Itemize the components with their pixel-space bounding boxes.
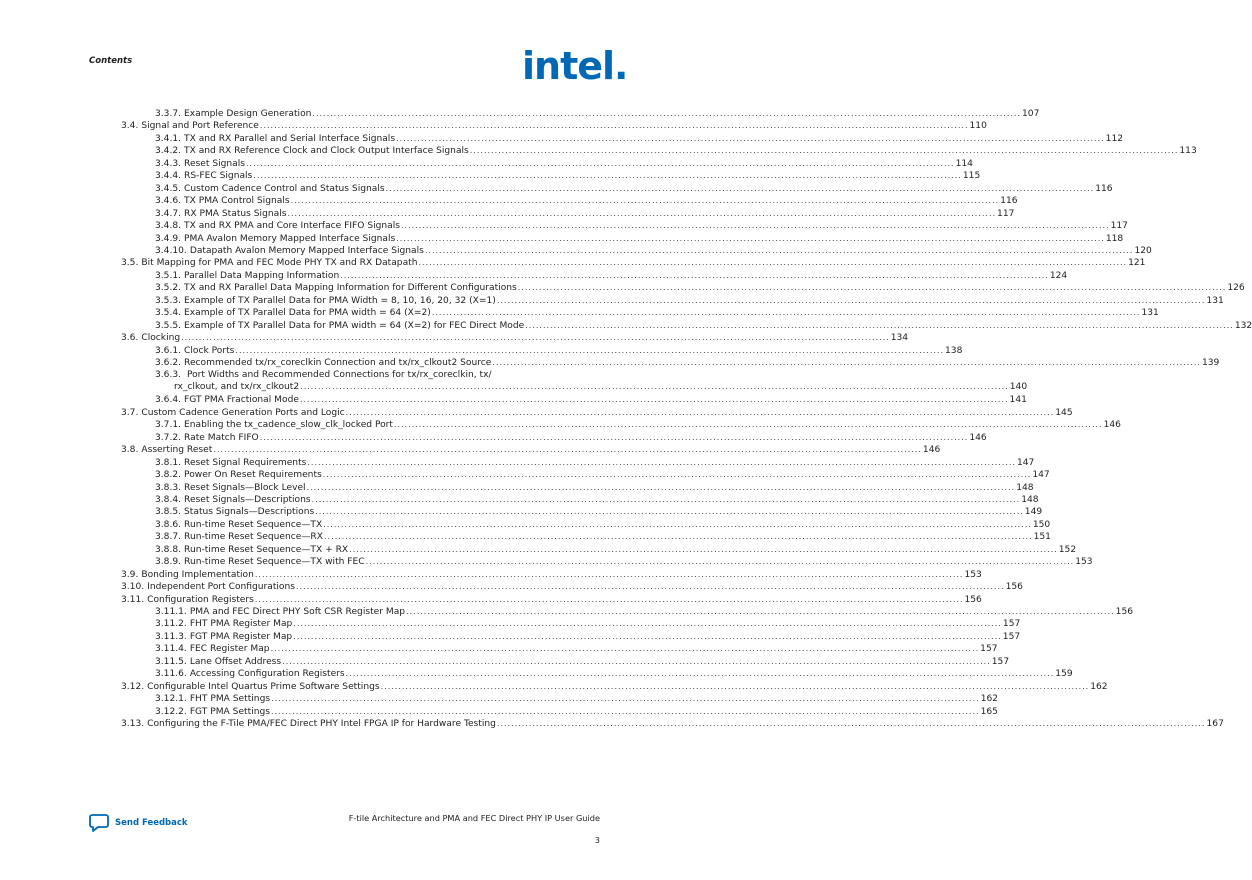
- toc-entry-title: FHT PMA Settings: [189, 694, 271, 705]
- toc-entry-title: PMA Avalon Memory Mapped Interface Signals: [184, 233, 396, 244]
- toc-entry-page: 157: [991, 656, 1010, 667]
- toc-entry-number: 3.4.9.: [155, 233, 182, 244]
- toc-entry[interactable]: [155, 208, 1015, 220]
- page-number: 3: [594, 835, 600, 845]
- toc-entry-number: 3.4.: [121, 121, 139, 132]
- toc-entry[interactable]: [121, 444, 941, 456]
- toc-entry-title: RS-FEC Signals: [184, 171, 253, 182]
- toc-entry-number: 3.11.2.: [155, 619, 187, 630]
- toc-dot-leader: ........................................................................................................................................................................................................: [287, 208, 997, 218]
- toc-dot-leader: ........................................................................................................................................................................................................: [259, 121, 969, 131]
- toc-entry-title: Bit Mapping for PMA and FEC Mode PHY TX and RX Datapath: [141, 258, 418, 269]
- toc-entry-number: 3.5.: [121, 258, 139, 269]
- toc-entry-title: Configurable Intel Quartus Prime Software Settings: [147, 681, 380, 692]
- toc-entry-number: 3.8.3.: [155, 482, 182, 493]
- toc-entry-title: Reset Signal Requirements: [184, 457, 307, 468]
- toc-dot-leader: ........................................................................................................................................................................................................: [406, 607, 1115, 616]
- toc-entry-number: 3.8.: [121, 445, 139, 456]
- toc-entry-page: 153: [964, 569, 982, 580]
- toc-entry[interactable]: [155, 643, 998, 655]
- toc-dot-leader: ........................................................................................................................................................................................................: [293, 631, 1002, 641]
- toc-entry-page: 152: [1058, 544, 1077, 555]
- toc-entry-page: 146: [969, 432, 987, 443]
- toc-dot-leader: ........................................................................................................................................................................................................: [271, 694, 980, 704]
- toc-entry[interactable]: [155, 544, 1077, 556]
- toc-entry[interactable]: [155, 245, 1152, 257]
- toc-dot-leader: ........................................................................................................................................................................................................: [396, 133, 1105, 143]
- toc-entry-page: 159: [1055, 669, 1073, 680]
- toc-entry[interactable]: [155, 320, 1252, 332]
- toc-entry-number: 3.12.2.: [155, 706, 187, 717]
- toc-entry[interactable]: [155, 668, 1073, 680]
- toc-entry-page: 107: [1022, 109, 1040, 119]
- toc-entry-number: 3.13.: [121, 719, 145, 730]
- toc-entry-page: 147: [1032, 470, 1050, 481]
- toc-dot-leader: ........................................................................................................................................................................................................: [345, 669, 1055, 679]
- toc-entry[interactable]: [155, 220, 1128, 232]
- toc-entry[interactable]: [155, 494, 1039, 506]
- toc-entry-number: 3.7.2.: [155, 432, 182, 443]
- toc-dot-leader: ........................................................................................................................................................................................................: [293, 619, 1002, 629]
- toc-entry-page: 165: [980, 706, 998, 717]
- toc-entry-number: 3.4.8.: [155, 221, 182, 232]
- toc-entry-number: 3.6.3.: [155, 370, 182, 381]
- toc-entry-page: 148: [1021, 494, 1039, 505]
- toc-entry[interactable]: [155, 556, 1093, 568]
- toc-entry-page: 112: [1105, 133, 1124, 144]
- toc-entry[interactable]: [155, 158, 973, 170]
- toc-entry-page: 156: [1115, 607, 1134, 617]
- toc-dot-leader: ........................................................................................................................................................................................................: [181, 333, 890, 343]
- toc-entry-title: Reset Signals—Block Level: [184, 482, 306, 493]
- toc-entry[interactable]: [121, 594, 982, 606]
- toc-entry-page: 145: [1055, 407, 1073, 418]
- toc-entry[interactable]: [155, 170, 981, 182]
- toc-entry[interactable]: [155, 195, 1018, 207]
- toc-entry-number: 3.4.2.: [155, 146, 182, 157]
- toc-entry[interactable]: [155, 482, 1034, 494]
- toc-entry[interactable]: [155, 432, 987, 444]
- toc-dot-leader: ........................................................................................................................................................................................................: [394, 420, 1103, 430]
- toc-entry-number: 3.7.: [121, 407, 139, 418]
- toc-entry-page: 156: [964, 594, 982, 605]
- toc-entry-number: 3.12.: [121, 681, 145, 692]
- toc-entry-page: 139: [1201, 358, 1220, 368]
- toc-entry-number: 3.8.8.: [155, 544, 182, 555]
- toc-entry[interactable]: [155, 606, 1134, 618]
- toc-entry-page: 157: [1002, 631, 1021, 642]
- toc-entry-title: Clock Ports: [184, 345, 235, 356]
- toc-entry-title: TX and RX Reference Clock and Clock Output Interface Signals: [184, 146, 469, 157]
- toc-entry-number: 3.5.1.: [155, 270, 182, 281]
- toc-dot-leader: ........................................................................................................................................................................................................: [213, 445, 922, 455]
- toc-entry-page: 126: [1227, 283, 1245, 294]
- toc-entry-title: Custom Cadence Generation Ports and Logic: [141, 407, 345, 418]
- toc-entry-page: 162: [1090, 681, 1108, 692]
- toc-entry-title: Configuration Registers: [147, 594, 254, 605]
- toc-entry-page: 153: [1075, 557, 1093, 568]
- toc-entry-title: Asserting Reset: [141, 445, 213, 456]
- toc-entry-title: Rate Match FIFO: [184, 432, 259, 443]
- toc-dot-leader: ........................................................................................................................................................................................................: [254, 569, 964, 579]
- toc-entry-title: Run-time Reset Sequence—TX: [184, 519, 323, 530]
- toc-dot-leader: ........................................................................................................................................................................................................: [235, 345, 944, 355]
- toc-entry-page: 146: [1103, 420, 1121, 431]
- toc-entry-title: Accessing Configuration Registers: [189, 669, 345, 680]
- toc-entry-title: Run-time Reset Sequence—TX + RX: [184, 544, 349, 555]
- toc-entry-page: 131: [1141, 308, 1159, 319]
- toc-entry-title: TX and RX Parallel Data Mapping Information for Different Configurations: [184, 283, 517, 294]
- toc-dot-leader: ........................................................................................................................................................................................................: [246, 158, 955, 168]
- toc-dot-leader: ........................................................................................................................................................................................................: [431, 308, 1141, 318]
- toc-entry[interactable]: [155, 457, 1035, 469]
- toc-entry-page: 167: [1206, 719, 1224, 730]
- toc-entry[interactable]: [155, 631, 1021, 643]
- toc-dot-leader: ........................................................................................................................................................................................................: [469, 146, 1179, 156]
- toc-entry-page: 118: [1105, 233, 1124, 244]
- toc-entry-page: 146: [922, 445, 941, 456]
- toc-entry-page: 134: [890, 333, 909, 344]
- toc-entry[interactable]: [155, 357, 1220, 369]
- toc-entry-page: 120: [1134, 245, 1152, 256]
- toc-dot-leader: ........................................................................................................................................................................................................: [365, 557, 1075, 567]
- toc-entry[interactable]: [155, 419, 1121, 431]
- toc-dot-leader: ........................................................................................................................................................................................................: [300, 382, 1009, 392]
- toc-entry[interactable]: [155, 183, 1113, 195]
- toc-entry-title: Signal and Port Reference: [141, 121, 259, 132]
- toc-entry-title: PMA and FEC Direct PHY Soft CSR Register Map: [189, 607, 406, 617]
- toc-entry-title: Parallel Data Mapping Information: [184, 270, 340, 281]
- toc-entry-number: 3.8.4.: [155, 494, 182, 505]
- toc-entry-page: 157: [980, 644, 998, 655]
- toc-entry-number: 3.11.1.: [155, 607, 187, 617]
- toc-entry-number: 3.3.7.: [155, 109, 182, 119]
- toc-entry-title: Example of TX Parallel Data for PMA width = 64 (X=2): [184, 308, 431, 319]
- toc-dot-leader: ........................................................................................................................................................................................................: [349, 544, 1058, 554]
- toc-entry-page: 110: [969, 121, 987, 132]
- toc-entry-number: 3.4.3.: [155, 158, 182, 169]
- toc-entry-title: Configuring the F-Tile PMA/FEC Direct PHY Intel FPGA IP for Hardware Testing: [147, 719, 496, 730]
- toc-dot-leader: ........................................................................................................................................................................................................: [380, 681, 1090, 691]
- toc-entry-title: Status Signals—Descriptions: [184, 507, 315, 518]
- toc-dot-leader: ........................................................................................................................................................................................................: [254, 594, 964, 604]
- toc-entry-number: 3.11.3.: [155, 631, 187, 642]
- toc-entry[interactable]: [121, 257, 1146, 269]
- toc-entry[interactable]: [155, 108, 1040, 120]
- toc-entry-page: 162: [980, 694, 999, 705]
- toc-entry-number: 3.11.4.: [155, 644, 187, 655]
- toc-entry[interactable]: [121, 407, 1073, 419]
- toc-entry-title: Recommended tx/rx_coreclkin Connection and tx/rx_clkout2 Source: [184, 358, 492, 368]
- toc-entry[interactable]: [155, 693, 999, 705]
- toc-entry-number: 3.5.4.: [155, 308, 182, 319]
- toc-entry[interactable]: [155, 345, 963, 357]
- toc-entry[interactable]: [155, 706, 998, 718]
- toc-entry-title: Lane Offset Address: [189, 656, 282, 667]
- toc-entry-title: TX PMA Control Signals: [184, 196, 290, 207]
- toc-entry[interactable]: [155, 307, 1159, 319]
- toc-entry-title: Reset Signals: [184, 158, 245, 169]
- toc-entry[interactable]: [121, 569, 982, 581]
- toc-dot-leader: ........................................................................................................................................................................................................: [307, 457, 1016, 467]
- toc-entry-title: FHT PMA Register Map: [189, 619, 293, 630]
- toc-entry-number: 3.8.1.: [155, 457, 182, 468]
- toc-entry-title: Enabling the tx_cadence_slow_clk_locked Port: [184, 420, 393, 431]
- toc-dot-leader: ........................................................................................................................................................................................................: [418, 258, 1128, 268]
- toc-dot-leader: ........................................................................................................................................................................................................: [299, 395, 1009, 405]
- toc-entry-number: 3.4.5.: [155, 183, 182, 194]
- send-feedback-label[interactable]: Send Feedback: [115, 818, 188, 828]
- toc-entry-page: 149: [1024, 507, 1043, 518]
- toc-dot-leader: ........................................................................................................................................................................................................: [424, 245, 1134, 255]
- toc-entry[interactable]: [155, 282, 1245, 294]
- toc-entry[interactable]: [121, 718, 1224, 730]
- toc-entry-number: 3.5.2.: [155, 283, 182, 294]
- toc-entry-title: Reset Signals—Descriptions: [184, 494, 311, 505]
- toc-dot-leader: ........................................................................................................................................................................................................: [253, 171, 962, 181]
- toc-dot-leader: ........................................................................................................................................................................................................: [496, 295, 1206, 305]
- toc-entry[interactable]: [121, 332, 909, 344]
- toc-entry-page: 124: [1049, 270, 1068, 281]
- toc-entry-page: 138: [945, 345, 963, 356]
- toc-entry-title: Example of TX Parallel Data for PMA width = 64 (X=2) for FEC Direct Mode: [184, 320, 525, 331]
- toc-entry-title: Independent Port Configurations: [147, 582, 295, 593]
- toc-entry[interactable]: [155, 295, 1224, 307]
- toc-entry-title: Bonding Implementation: [141, 569, 254, 580]
- toc-entry-number: 3.8.2.: [155, 470, 182, 481]
- toc-entry-title: FGT PMA Settings: [189, 706, 270, 717]
- toc-entry-number: 3.6.2.: [155, 358, 182, 368]
- toc-dot-leader: ........................................................................................................................................................................................................: [496, 719, 1206, 729]
- toc-entry-number: 3.4.10.: [155, 245, 187, 256]
- toc-entry-number: 3.6.: [121, 333, 139, 344]
- toc-entry-number: 3.6.1.: [155, 345, 182, 356]
- toc-entry-number: 3.11.: [121, 594, 145, 605]
- toc-dot-leader: ........................................................................................................................................................................................................: [270, 706, 980, 716]
- toc-entry-number: 3.6.4.: [155, 395, 182, 406]
- toc-entry-number: 3.12.1.: [155, 694, 187, 705]
- toc-entry-page: 147: [1016, 457, 1035, 468]
- toc-entry[interactable]: [155, 618, 1021, 630]
- toc-entry-number: 3.4.6.: [155, 196, 182, 207]
- toc-entry-title: Custom Cadence Control and Status Signals: [184, 183, 385, 194]
- toc-entry-title: TX and RX Parallel and Serial Interface Signals: [184, 133, 396, 144]
- toc-dot-leader: ........................................................................................................................................................................................................: [322, 470, 1032, 480]
- toc-entry[interactable]: [155, 133, 1124, 145]
- toc-entry-page: 148: [1016, 482, 1034, 493]
- toc-dot-leader: ........................................................................................................................................................................................................: [323, 519, 1032, 529]
- toc-entry-title: Clocking: [141, 333, 181, 344]
- toc-entry[interactable]: [155, 369, 1028, 393]
- toc-entry[interactable]: [121, 681, 1108, 693]
- toc-entry-number: 3.5.3.: [155, 295, 182, 306]
- toc-dot-leader: ........................................................................................................................................................................................................: [311, 494, 1021, 504]
- toc-entry-number: 3.11.5.: [155, 656, 187, 667]
- toc-entry-page: 157: [1002, 619, 1021, 630]
- send-feedback-link[interactable]: [89, 813, 188, 833]
- toc-entry-page: 114: [955, 158, 973, 169]
- toc-entry-page: 117: [997, 208, 1015, 219]
- toc-entry-title: Run-time Reset Sequence—TX with FEC: [184, 557, 365, 568]
- toc-entry-number: 3.8.5.: [155, 507, 182, 518]
- toc-dot-leader: ........................................................................................................................................................................................................: [296, 582, 1005, 592]
- toc-entry-page: 117: [1110, 221, 1128, 232]
- toc-dot-leader: ........................................................................................................................................................................................................: [312, 109, 1021, 118]
- toc-entry[interactable]: [155, 531, 1051, 543]
- toc-entry-title: FEC Register Map: [189, 644, 270, 655]
- toc-entry-title: TX and RX PMA and Core Interface FIFO Signals: [184, 221, 400, 232]
- toc-dot-leader: ........................................................................................................................................................................................................: [270, 644, 980, 654]
- toc-dot-leader: ........................................................................................................................................................................................................: [401, 221, 1110, 231]
- toc-entry-page: 141: [1009, 395, 1027, 406]
- toc-dot-leader: ........................................................................................................................................................................................................: [385, 183, 1095, 193]
- toc-dot-leader: ........................................................................................................................................................................................................: [315, 507, 1024, 517]
- toc-dot-leader: ........................................................................................................................................................................................................: [517, 283, 1227, 293]
- chat-bubble-icon: [89, 813, 109, 833]
- toc-entry-page: 131: [1206, 295, 1224, 306]
- intel-logo: [522, 43, 628, 88]
- toc-dot-leader: ........................................................................................................................................................................................................: [290, 196, 1000, 206]
- toc-entry-page: 115: [962, 171, 981, 182]
- toc-entry-page: 156: [1005, 582, 1023, 593]
- toc-entry[interactable]: [155, 469, 1050, 481]
- toc-entry-page: 116: [1000, 196, 1018, 207]
- toc-entry-title: FGT PMA Fractional Mode: [184, 395, 299, 406]
- toc-entry-title: FGT PMA Register Map: [189, 631, 293, 642]
- toc-entry-page: 150: [1032, 519, 1051, 530]
- toc-entry[interactable]: [121, 120, 987, 132]
- toc-entry-title: Example of TX Parallel Data for PMA Width = 8, 10, 16, 20, 32 (X=1): [184, 295, 496, 306]
- toc-entry-number: 3.7.1.: [155, 420, 182, 431]
- toc-entry[interactable]: [155, 394, 1027, 406]
- toc-entry-title: Port Widths and Recommended Connections for tx/rx_coreclkin, tx/: [186, 370, 492, 381]
- toc-entry-page: 132: [1234, 320, 1252, 331]
- toc-dot-leader: ........................................................................................................................................................................................................: [323, 532, 1033, 542]
- toc-entry-number: 3.4.7.: [155, 208, 182, 219]
- toc-dot-leader: ........................................................................................................................................................................................................: [282, 656, 991, 666]
- toc-entry-title: Datapath Avalon Memory Mapped Interface Signals: [189, 245, 424, 256]
- toc-entry-number: 3.5.5.: [155, 320, 182, 331]
- toc-dot-leader: ........................................................................................................................................................................................................: [259, 432, 969, 442]
- toc-entry[interactable]: [155, 145, 1197, 157]
- toc-entry-number: 3.4.4.: [155, 171, 182, 182]
- toc-entry-number: 3.8.9.: [155, 557, 182, 568]
- toc-entry-title: Run-time Reset Sequence—RX: [184, 532, 323, 543]
- toc-dot-leader: ........................................................................................................................................................................................................: [345, 407, 1055, 417]
- toc-dot-leader: ........................................................................................................................................................................................................: [340, 270, 1049, 280]
- toc-entry-page: 151: [1033, 532, 1051, 543]
- toc-dot-leader: ........................................................................................................................................................................................................: [525, 320, 1234, 330]
- toc-entry[interactable]: [155, 233, 1124, 245]
- toc-dot-leader: ........................................................................................................................................................................................................: [492, 358, 1201, 367]
- toc-entry[interactable]: [155, 270, 1068, 282]
- toc-entry-number: 3.9.: [121, 569, 139, 580]
- toc-entry-title-continued: rx_clkout, and tx/rx_clkout2: [174, 382, 300, 393]
- toc-dot-leader: ........................................................................................................................................................................................................: [396, 233, 1105, 243]
- toc-entry-number: 3.4.1.: [155, 133, 182, 144]
- toc-entry-title: Power On Reset Requirements: [184, 470, 322, 481]
- toc-entry[interactable]: [121, 581, 1023, 593]
- footer-document-title: F-tile Architecture and PMA and FEC Direct PHY IP User Guide: [348, 813, 600, 823]
- header-section-title: Contents: [89, 56, 133, 66]
- toc-dot-leader: ........................................................................................................................................................................................................: [306, 482, 1016, 492]
- toc-entry-title: Example Design Generation: [184, 109, 312, 119]
- svg-text:intel.: intel.: [522, 44, 628, 88]
- toc-entry-number: 3.10.: [121, 582, 145, 593]
- toc-entry[interactable]: [155, 506, 1043, 518]
- toc-entry[interactable]: [155, 519, 1051, 531]
- toc-entry-number: 3.8.6.: [155, 519, 182, 530]
- toc-entry-page: 116: [1095, 183, 1113, 194]
- toc-entry-number: 3.11.6.: [155, 669, 187, 680]
- toc-entry-title: RX PMA Status Signals: [184, 208, 287, 219]
- toc-entry[interactable]: [155, 656, 1010, 668]
- toc-entry-number: 3.8.7.: [155, 532, 182, 543]
- toc-entry-page: 140: [1009, 382, 1028, 393]
- toc-entry-page: 121: [1128, 258, 1146, 269]
- toc-entry-page: 113: [1179, 146, 1197, 157]
